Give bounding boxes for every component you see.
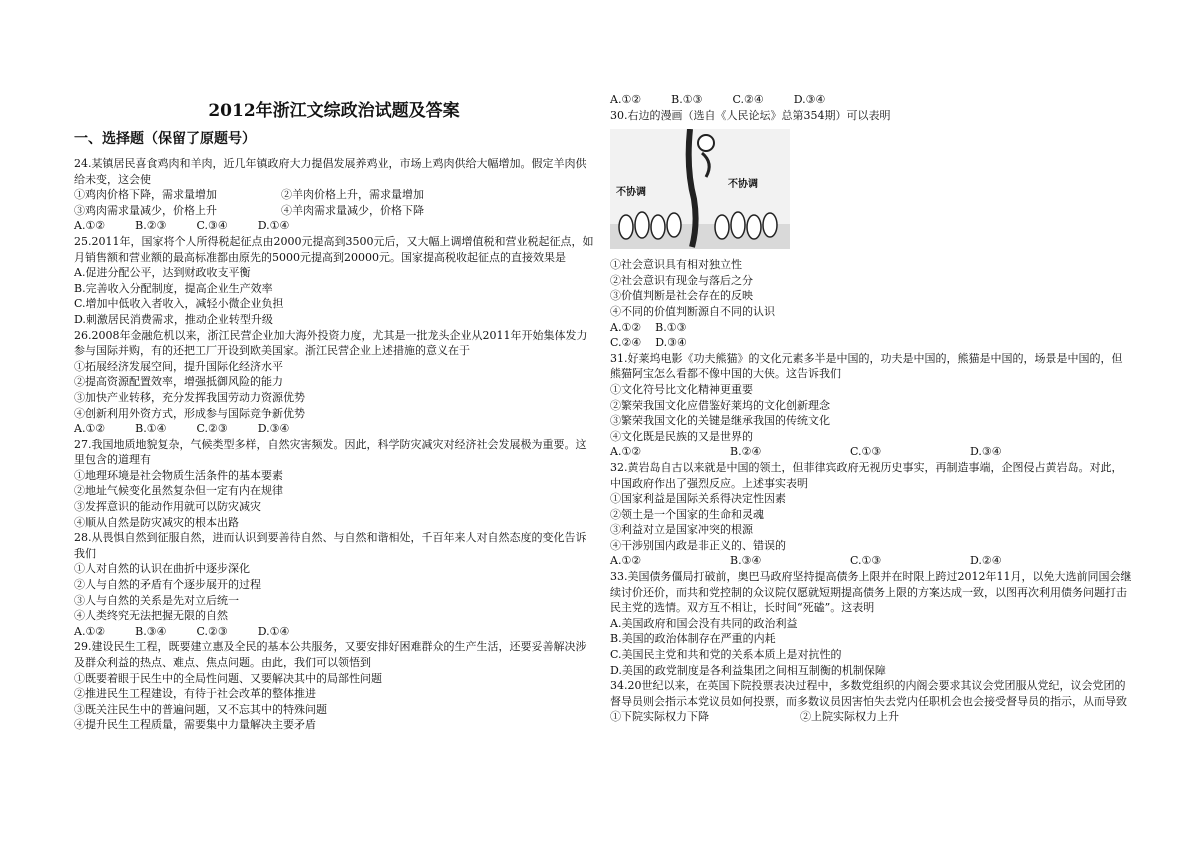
- option: ①国家利益是国际关系得决定性因素: [610, 492, 786, 506]
- option: ②人与自然的矛盾有个逐步展开的过程: [74, 578, 261, 592]
- question-27: [74, 437, 594, 531]
- question-24: [74, 156, 594, 234]
- cartoon-caption-left: 不协调: [616, 187, 646, 199]
- option: ①鸡肉价格下降，需求量增加: [74, 188, 217, 202]
- answer-choices: [74, 218, 594, 234]
- choice-c: C.美国民主党和共和党的关系本质上是对抗性的: [610, 648, 842, 662]
- question-28: [74, 530, 594, 639]
- choice-a: A.①②: [610, 93, 642, 106]
- question-26: [74, 328, 594, 437]
- section-heading: 一、选择题（保留了原题号）: [74, 131, 256, 147]
- option: ④创新利用外资方式，形成参与国际竞争新优势: [74, 406, 305, 420]
- choice-c: C.①③: [850, 445, 882, 459]
- option-row: [74, 187, 594, 203]
- option: ①拓展经济发展空间，提升国际化经济水平: [74, 359, 283, 373]
- option: ②社会意识有现金与落后之分: [610, 273, 753, 287]
- question-34: [610, 678, 1132, 725]
- choice-d: D.①④: [257, 624, 290, 638]
- question-text: 33.美国债务僵局打破前，奥巴马政府坚持提高债务上限并在时限上跨过2012年11月，以免大选前同国会继续讨价还价，而共和党控制的众议院仅愿就短期提高债务上限的方案达成一致，以图再次利用债务问题打击民主党的选情。双方互不相让，长时间“死磕”。这表明: [610, 570, 1132, 615]
- choice-a: A.①②: [74, 422, 106, 436]
- choice-c: C.②③: [196, 624, 228, 638]
- answer-choices: [610, 553, 1132, 569]
- choice-b: B.美国的政治体制存在严重的内耗: [610, 632, 776, 646]
- option: ④文化既是民族的又是世界的: [610, 429, 753, 443]
- choice-a: A.①②: [610, 554, 642, 568]
- question-32: [610, 460, 1132, 569]
- option: ③价值判断是社会存在的反映: [610, 289, 753, 303]
- choice-b: B.①③: [671, 93, 703, 106]
- question-33: [610, 569, 1132, 678]
- option: ②推进民生工程建设，有待于社会改革的整体推进: [74, 687, 316, 701]
- choice-d: D.①④: [257, 219, 290, 233]
- choice-b: B.②③: [135, 219, 167, 233]
- option: ④不同的价值判断源自不同的认识: [610, 304, 775, 318]
- choice-b: B.①③: [655, 320, 687, 334]
- choice-c: C.②④: [732, 93, 764, 106]
- page-title: 2012年浙江文综政治试题及答案: [208, 101, 460, 121]
- answer-choices: [610, 335, 1132, 351]
- choice-d: D.②④: [970, 554, 1002, 568]
- answer-choices: [610, 320, 1132, 336]
- question-31: [610, 351, 1132, 460]
- choice-a: A.美国政府和国会没有共同的政治利益: [610, 616, 798, 630]
- choice-b: B.①④: [135, 422, 167, 436]
- option: ①文化符号比文化精神更重要: [610, 382, 753, 396]
- option-row: [610, 709, 1132, 725]
- choice-b: B.完善收入分配制度，提高企业生产效率: [74, 281, 273, 295]
- choice-b: B.②④: [730, 445, 762, 459]
- choice-c: C.增加中低收入者收入，减轻小微企业负担: [74, 297, 284, 311]
- option: ①人对自然的认识在曲折中逐步深化: [74, 562, 250, 576]
- choice-b: B.③④: [730, 554, 762, 568]
- option: ③鸡肉需求量减少，价格上升: [74, 203, 217, 217]
- option: ①社会意识具有相对独立性: [610, 258, 742, 272]
- question-25: [74, 234, 594, 328]
- option: ④羊肉需求量减少，价格下降: [281, 203, 424, 217]
- option: ③利益对立是国家冲突的根源: [610, 523, 753, 537]
- choice-a: A.①②: [610, 320, 642, 334]
- answer-choices-q29: [610, 92, 1132, 108]
- answer-choices: [74, 421, 594, 437]
- question-30: [610, 108, 1132, 351]
- option: ④顺从自然是防灾减灾的根本出路: [74, 515, 239, 529]
- option: ②地址气候变化虽然复杂但一定有内在规律: [74, 484, 283, 498]
- choice-c: C.②④: [610, 336, 642, 350]
- choice-a: A.①②: [74, 624, 106, 638]
- question-text: 24.某镇居民喜食鸡肉和羊肉，近几年镇政府大力提倡发展养鸡业，市场上鸡肉供给大幅增加。假定羊肉供给未变，这会使: [74, 157, 587, 186]
- question-text: 25.2011年，国家将个人所得税起征点由2000元提高到3500元后，又大幅上调增值税和营业税起征点，如月销售额和营业额的最高标准都由原先的5000元提高到20000元。国家提高税收起征点的直接效果是: [74, 234, 594, 264]
- option: ③繁荣我国文化的关键是继承我国的传统文化: [610, 414, 830, 428]
- option: ①既要着眼于民生中的全局性问题、又要解决其中的局部性问题: [74, 671, 382, 685]
- option: ①地理环境是社会物质生活条件的基本要素: [74, 468, 283, 482]
- option: ④提升民生工程质量，需要集中力量解决主要矛盾: [74, 718, 316, 732]
- question-text: 28.从畏惧自然到征服自然，进而认识到要善待自然、与自然和谐相处，千百年来人对自然态度的变化告诉我们: [74, 531, 587, 560]
- right-column: [610, 92, 1132, 725]
- choice-d: D.刺激居民消费需求，推动企业转型升级: [74, 312, 273, 326]
- choice-d: D.③④: [970, 445, 1002, 459]
- choice-d: D.③④: [655, 336, 687, 350]
- choice-a: A.促进分配公平，达到财政收支平衡: [74, 266, 251, 280]
- question-text: 27.我国地质地貌复杂，气候类型多样，自然灾害频发。因此，科学防灾减灾对经济社会发展极为重要。这里包含的道理有: [74, 437, 587, 467]
- choice-a: A.①②: [74, 219, 106, 233]
- option: ①下院实际权力下降: [610, 710, 709, 724]
- option: ②上院实际权力上升: [800, 710, 899, 724]
- option: ②提高资源配置效率，增强抵御风险的能力: [74, 375, 283, 389]
- choice-c: C.②③: [196, 422, 228, 436]
- question-text: 29.建设民生工程，既要建立惠及全民的基本公共服务，又要安排好困难群众的生产生活，还要妥善解决涉及群众利益的热点、难点、焦点问题。由此，我们可以领悟到: [74, 640, 587, 669]
- choice-d: D.美国的政党制度是各利益集团之间相互制衡的机制保障: [610, 663, 886, 677]
- question-text: 32.黄岩岛自古以来就是中国的领土，但菲律宾政府无视历史事实，再制造事端，企图侵占黄岩岛。对此，中国政府作出了强烈反应。上述事实表明: [610, 460, 1123, 490]
- option: ③人与自然的关系是先对立后统一: [74, 593, 239, 607]
- choice-b: B.③④: [135, 624, 167, 638]
- choice-c: C.③④: [196, 219, 228, 233]
- option: ④干涉别国内政是非正义的、错误的: [610, 538, 786, 552]
- question-text: 30.右边的漫画（选自《人民论坛》总第354期）可以表明: [610, 108, 891, 122]
- choice-d: D.③④: [793, 93, 826, 106]
- option: ③加快产业转移，充分发挥我国劳动力资源优势: [74, 390, 305, 404]
- choice-c: C.①③: [850, 554, 882, 568]
- option: ②繁荣我国文化应借鉴好莱坞的文化创新理念: [610, 398, 830, 412]
- answer-choices: [74, 624, 594, 640]
- question-text: 31.好莱坞电影《功夫熊猫》的文化元素多半是中国的，功夫是中国的，熊猫是中国的，场景是中国的，但熊猫阿宝怎么看都不像中国的大侠。这告诉我们: [610, 351, 1123, 381]
- question-29: [74, 639, 594, 733]
- left-column: [74, 98, 594, 733]
- option: ②领土是一个国家的生命和灵魂: [610, 507, 764, 521]
- question-text: 26.2008年金融危机以来，浙江民营企业加大海外投资力度，尤其是一批龙头企业从2011年开始集体发力参与国际并购，有的还把工厂开设到欧美国家。浙江民营企业上述措施的意义在于: [74, 328, 588, 358]
- cartoon-image: [610, 129, 790, 249]
- cartoon-caption-right: 不协调: [728, 179, 758, 191]
- choice-a: A.①②: [610, 445, 642, 459]
- answer-choices: [610, 444, 1132, 460]
- question-text: 34.20世纪以来，在英国下院投票表决过程中，多数党组织的内阁会要求其议会党团服从党纪，议会党团的督导员则会指示本党议员如何投票，而多数议员因害怕失去党内任职机会也会接受督导员的指示，从而导致: [610, 679, 1127, 708]
- option: ③既关注民生中的普遍问题，又不忘其中的特殊问题: [74, 702, 327, 716]
- monkey-head-icon: [698, 135, 714, 151]
- option: ④人类终究无法把握无限的自然: [74, 609, 228, 623]
- choice-d: D.③④: [257, 422, 290, 436]
- option-row: [74, 203, 594, 219]
- option: ②羊肉价格上升，需求量增加: [281, 188, 424, 202]
- option: ③发挥意识的能动作用就可以防灾减灾: [74, 500, 261, 514]
